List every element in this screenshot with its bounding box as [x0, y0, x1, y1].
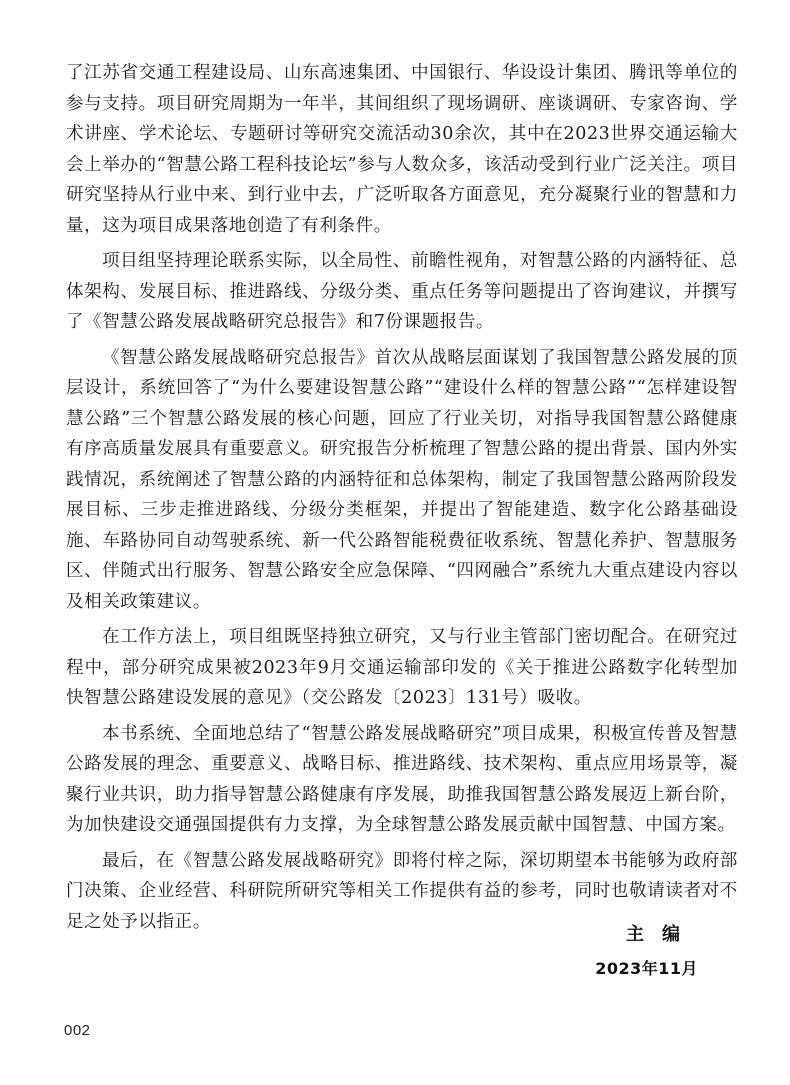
paragraph-4: 在工作方法上，项目组既坚持独立研究，又与行业主管部门密切配合。在研究过程中，部分研究成果被2023年9月交通运输部印发的《关于推进公路数字化转型加快智慧公路建设发展的意见》（交公路发〔2023〕131号）吸收。 — [66, 627, 738, 708]
signature-title: 主编 — [626, 924, 698, 945]
paragraph-5: 本书系统、全面地总结了“智慧公路发展战略研究”项目成果，积极宣传普及智慧公路发展的理念、重要意义、战略目标、推进路线、技术架构、重点应用场景等，凝聚行业共识，助力指导智慧公路健康有序发展，助推我国智慧公路发展迈上新台阶，为加快建设交通强国提供有力支撑，为全球智慧公路发展贡献中国智慧、中国方案。 — [66, 723, 738, 835]
page-number: 002 — [64, 1022, 91, 1039]
signature-date: 2023年11月 — [595, 959, 698, 978]
body-text — [66, 58, 738, 942]
signature-block — [595, 920, 698, 979]
paragraph-1: 了江苏省交通工程建设局、山东高速集团、中国银行、华设设计集团、腾讯等单位的参与支持。项目研究周期为一年半，其间组织了现场调研、座谈调研、专家咨询、学术讲座、学术论坛、专题研讨等研究交流活动30余次，其中在2023世界交通运输大会上举办的“智慧公路工程科技论坛”参与人数众多，该活动受到行业广泛关注。项目研究坚持从行业中来、到行业中去，广泛听取各方面意见，充分凝聚行业的智慧和力量，这为项目成果落地创造了有利条件。 — [66, 63, 738, 236]
paragraph-6: 最后，在《智慧公路发展战略研究》即将付梓之际，深切期望本书能够为政府部门决策、企业经营、科研院所研究等相关工作提供有益的参考，同时也敬请读者对不足之处予以指正。 — [66, 850, 738, 932]
paragraph-3: 《智慧公路发展战略研究总报告》首次从战略层面谋划了我国智慧公路发展的顶层设计，系统回答了“为什么要建设智慧公路”“建设什么样的智慧公路”“怎样建设智慧公路”三个智慧公路发展的核心问题，回应了行业关切，对指导我国智慧公路健康有序高质量发展具有重要意义。研究报告分析梳理了智慧公路的提出背景、国内外实践情况，系统阐述了智慧公路的内涵特征和总体架构，制定了我国智慧公路两阶段发展目标、三步走推进路线、分级分类框架，并提出了智能建造、数字化公路基础设施、车路协同自动驾驶系统、新一代公路智能税费征收系统、智慧化养护、智慧服务区、伴随式出行服务、智慧公路安全应急保障、“四网融合”系统九大重点建设内容以及相关政策建议。 — [66, 347, 738, 612]
paragraph-2: 项目组坚持理论联系实际，以全局性、前瞻性视角，对智慧公路的内涵特征、总体架构、发展目标、推进路线、分级分类、重点任务等问题提出了咨询建议，并撰写了《智慧公路发展战略研究总报告》和7份课题报告。 — [66, 251, 738, 332]
